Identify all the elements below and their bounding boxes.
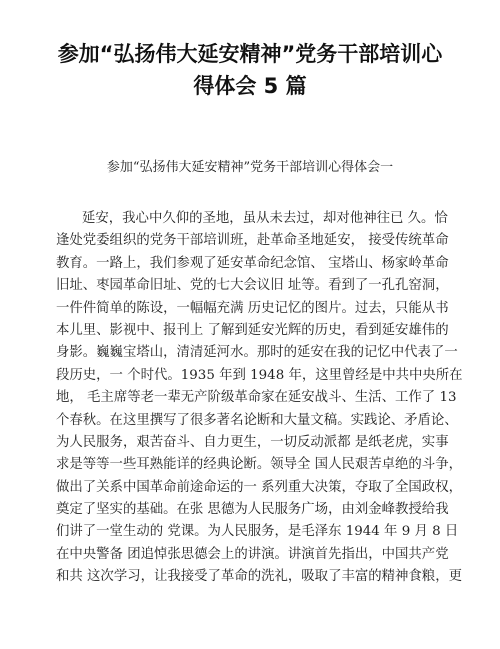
body-line: 地， 毛主席等老一辈无产阶级革命家在延安战斗、生活、工作了 13: [56, 390, 457, 406]
document-title: [40, 38, 460, 102]
body-line: 和共 这次学习，让我接受了革命的洗礼，吸取了丰富的精神食粮，更: [56, 569, 462, 585]
body-line: 做出了关系中国革命前途命运的一 系列重大决策，夺取了全国政权，: [56, 479, 462, 495]
body-line: 逢处党委组织的党务干部培训班，赴革命圣地延安， 接受传统革命: [56, 233, 449, 249]
body-paragraph: [56, 208, 463, 589]
body-line: 本儿里、影视中、报刊上 了解到延安光辉的历史，看到延安雄伟的: [56, 322, 449, 338]
section-heading: 参加“弘扬伟大延安精神”党务干部培训心得体会一: [106, 160, 394, 175]
document-title-line-1: 参加“弘扬伟大延安精神”党务干部培训心: [57, 42, 443, 66]
body-line: 求是等等一些耳熟能详的经典论断。领导全 国人民艰苦卓绝的斗争，: [56, 457, 462, 473]
body-line: 奠定了坚实的基础。在张 思德为人民服务广场，由刘金峰教授给我: [56, 502, 449, 518]
body-line: 一件件简单的陈设，一幅幅充满 历史记忆的图片。过去，只能从书: [56, 300, 449, 316]
body-line: 为人民服务，艰苦奋斗、自力更生，一切反动派都 是纸老虎，实事: [56, 434, 449, 450]
body-line: 旧址、枣园革命旧址、党的七大会议旧 址等。看到了一孔孔窑洞，: [56, 278, 449, 294]
body-line: 个春秋。在这里撰写了很多著名论断和大量文稿。实践论、矛盾论、: [56, 412, 458, 428]
body-line: 们讲了一堂生动的 党课。为人民服务，是毛泽东 1944 年 9 月 8 日: [56, 524, 459, 540]
document-title-line-2: 得体会 5 篇: [193, 74, 307, 98]
body-line: 段历史，一 个时代。1935 年到 1948 年，这里曾经是中共中央所在: [56, 367, 463, 383]
body-line: 在中央警备 团追悼张思德会上的讲演。讲演首先指出，中国共产党: [56, 546, 449, 562]
body-line: 延安，我心中久仰的圣地，虽从未去过，却对他神往已 久。恰: [82, 211, 448, 226]
body-line: 教育。一路上，我们参观了延安革命纪念馆、 宝塔山、杨家岭革命: [56, 255, 449, 271]
body-line: 身影。巍巍宝塔山，清清延河水。那时的延安在我的记忆中代表了一: [56, 345, 458, 361]
